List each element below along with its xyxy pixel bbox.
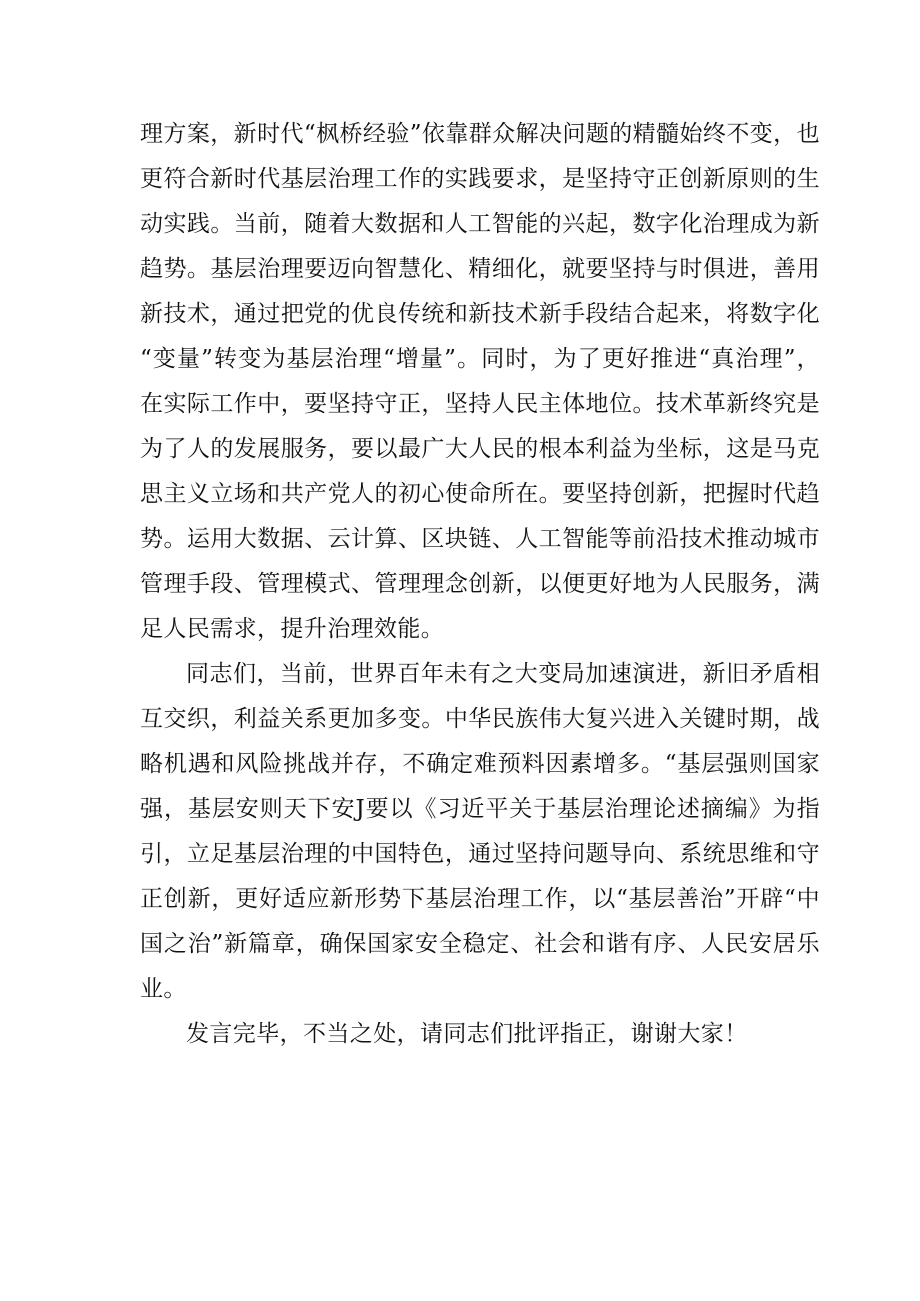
paragraph-continued: 理方案，新时代“枫桥经验”依靠群众解决问题的精髓始终不变，也更符合新时代基层治理工作的实践要求，是坚持守正创新原则的生动实践。当前，随着大数据和人工智能的兴起，数字化治理成为新趋势。基层治理要迈向智慧化、精细化，就要坚持与时俱进，善用新技术，通过把党的优良传统和新技术新手段结合起来，将数字化“变量”转变为基层治理“增量”。同时，为了更好推进“真治理”，在实际工作中，要坚持守正，坚持人民主体地位。技术革新终究是为了人的发展服务，要以最广大人民的根本利益为坐标，这是马克思主义立场和共产党人的初心使命所在。要坚持创新，把握时代趋势。运用大数据、云计算、区块链、人工智能等前沿技术推动城市管理手段、管理模式、管理理念创新，以便更好地为人民服务，满足人民需求，提升治理效能。 <box>140 121 820 642</box>
paragraph-closing: 发言完毕，不当之处，请同志们批评指正，谢谢大家！ <box>186 1021 748 1047</box>
document-body <box>140 112 820 1057</box>
paragraph-comrades: 同志们，当前，世界百年未有之大变局加速演进，新旧矛盾相互交织，利益关系更加多变。中华民族伟大复兴进入关键时期，战略机遇和风险挑战并存，不确定难预料因素增多。“基层强则国家强，基层安则天下安J要以《习近平关于基层治理论述摘编》为指引，立足基层治理的中国特色，通过坚持问题导向、系统思维和守正创新，更好适应新形势下基层治理工作，以“基层善治”开辟“中国之治”新篇章，确保国家安全稳定、社会和谐有序、人民安居乐业。 <box>140 661 820 1002</box>
